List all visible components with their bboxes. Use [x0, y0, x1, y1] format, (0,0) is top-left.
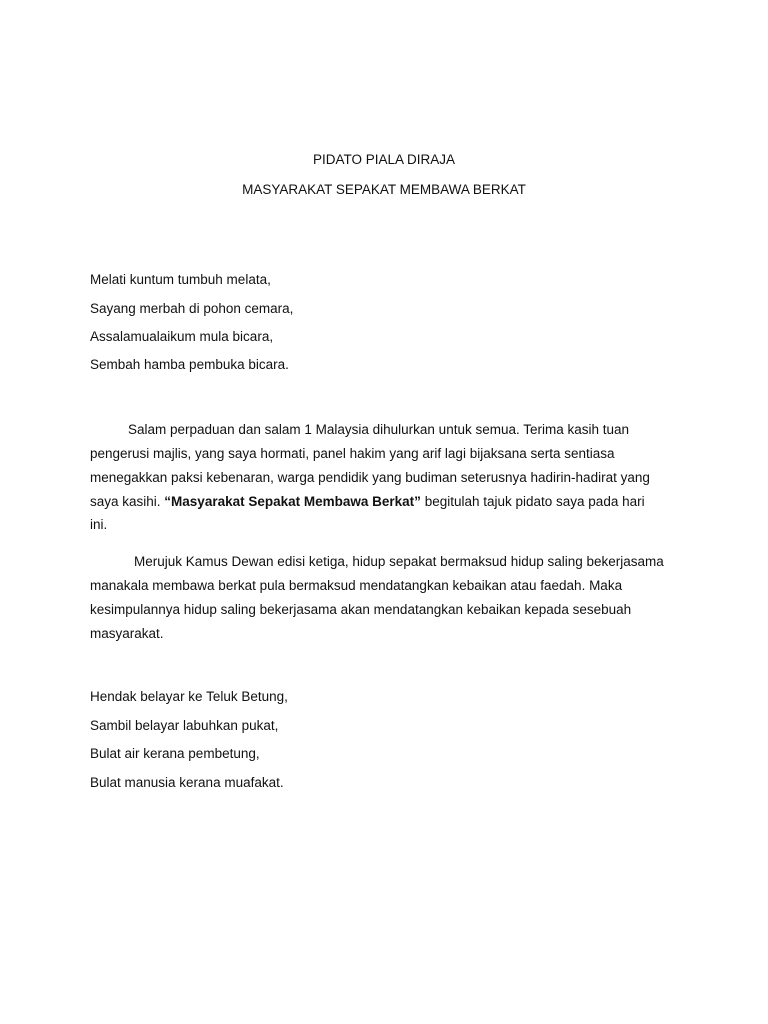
pantun-closing-line-1: Hendak belayar ke Teluk Betung, — [90, 689, 288, 704]
speech-topic-quote: “Masyarakat Sepakat Membawa Berkat” — [164, 494, 421, 509]
paragraph1-line-2: pengerusi majlis, yang saya hormati, panel hakim yang arif lagi bijaksana serta sentiasa — [90, 446, 615, 461]
paragraph1-line-4 — [90, 494, 645, 510]
pantun-opening-line-1: Melati kuntum tumbuh melata, — [90, 272, 271, 287]
paragraph1-line-4-suffix: begitulah tajuk pidato saya pada hari — [420, 494, 645, 509]
paragraph1-line-4-prefix: saya kasihi. — [90, 494, 165, 509]
pantun-opening-line-4: Sembah hamba pembuka bicara. — [90, 357, 289, 372]
paragraph1-line-1: Salam perpaduan dan salam 1 Malaysia dihulurkan untuk semua. Terima kasih tuan — [128, 422, 630, 437]
paragraph2-line-2: manakala membawa berkat pula bermaksud mendatangkan kebaikan atau faedah. Maka — [90, 578, 623, 593]
pantun-opening-line-3: Assalamualaikum mula bicara, — [90, 329, 274, 344]
paragraph1-line-5: ini. — [90, 517, 108, 532]
pantun-closing-line-2: Sambil belayar labuhkan pukat, — [90, 718, 279, 733]
document-subtitle: MASYARAKAT SEPAKAT MEMBAWA BERKAT — [242, 182, 526, 197]
paragraph2-line-1: Merujuk Kamus Dewan edisi ketiga, hidup sepakat bermaksud hidup saling bekerjasama — [134, 554, 664, 569]
paragraph2-line-4: masyarakat. — [90, 626, 164, 641]
paragraph1-line-3: menegakkan paksi kebenaran, warga pendidik yang budiman seterusnya hadirin-hadirat yang — [90, 470, 650, 485]
document-title: PIDATO PIALA DIRAJA — [312, 152, 456, 167]
paragraph2-line-3: kesimpulannya hidup saling bekerjasama akan mendatangkan kebaikan kepada sesebuah — [90, 602, 632, 617]
pantun-closing-line-4: Bulat manusia kerana muafakat. — [90, 775, 284, 790]
pantun-opening-line-2: Sayang merbah di pohon cemara, — [90, 301, 294, 316]
pantun-closing-line-3: Bulat air kerana pembetung, — [90, 746, 260, 761]
